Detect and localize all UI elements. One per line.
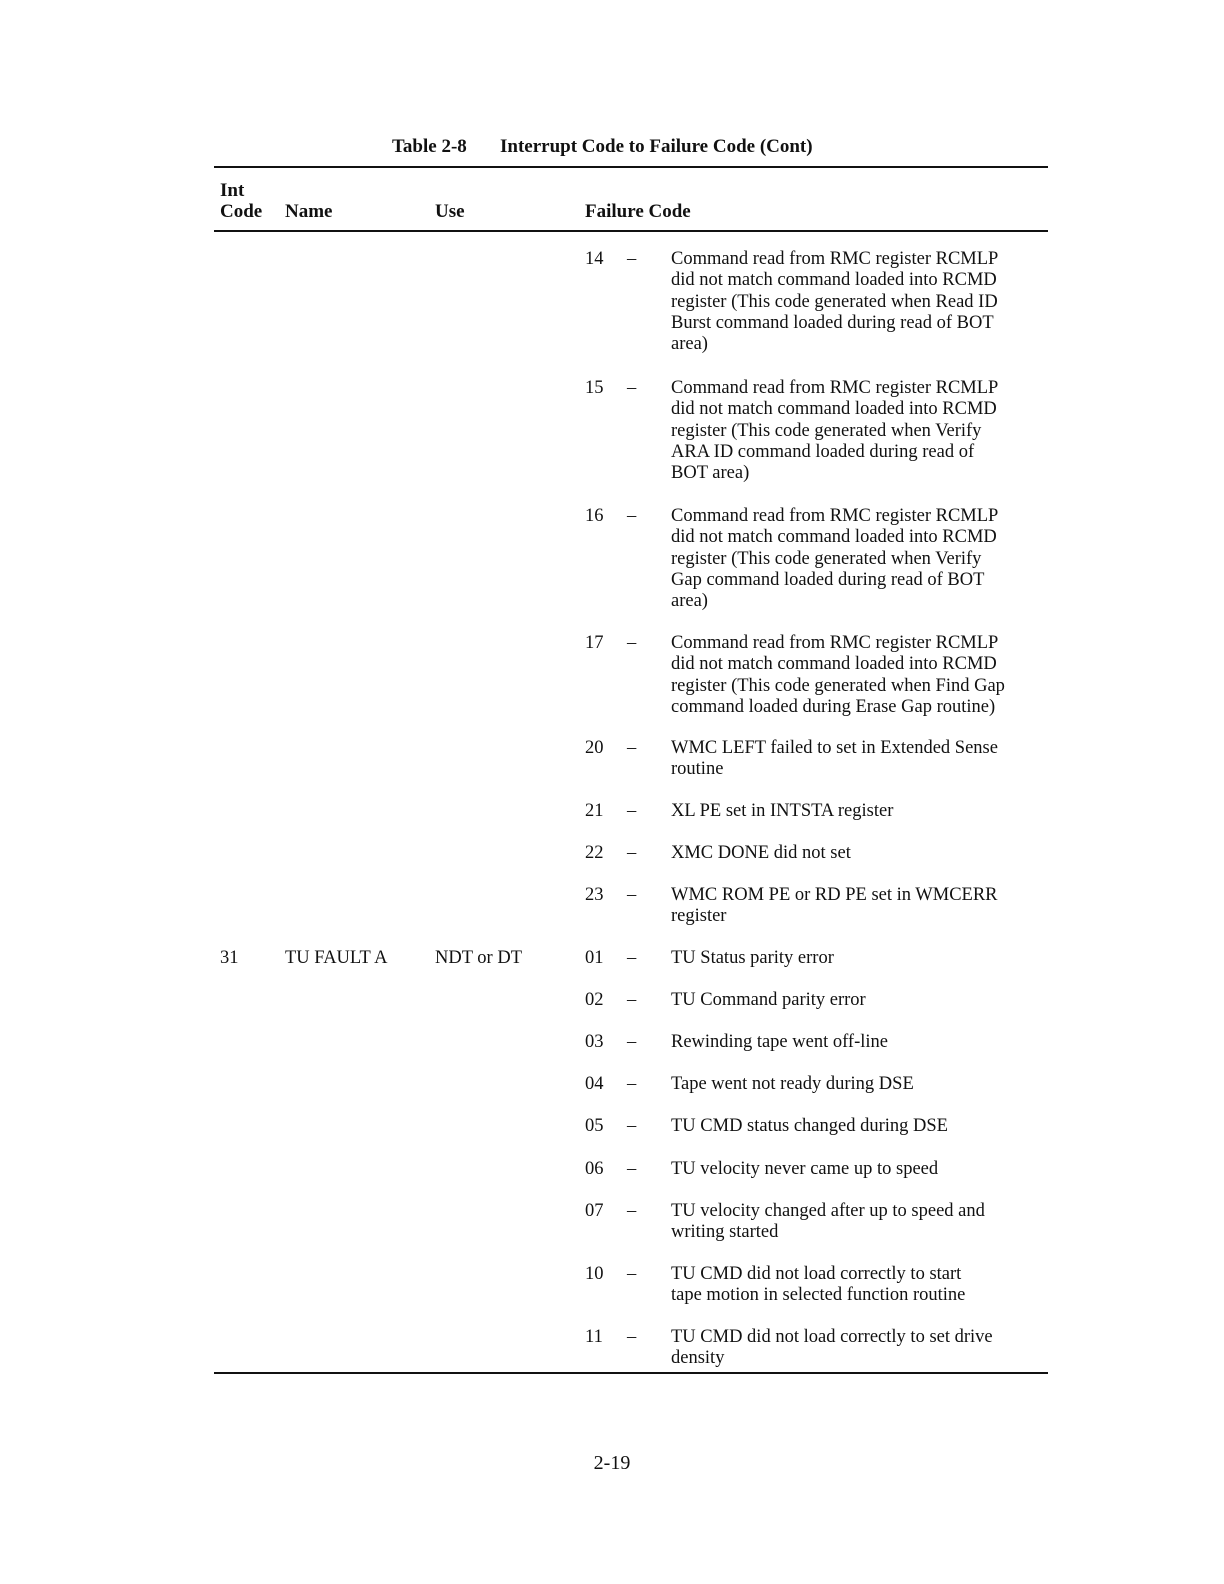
- dash: –: [627, 633, 637, 653]
- failure-description: Command read from RMC register RCMLP did not match command loaded into RCMD register (This code generated when Verify ARA ID command loaded during read of BOT area): [671, 378, 999, 484]
- failure-code: 15: [585, 378, 604, 398]
- header-int-code: Int Code: [220, 180, 263, 222]
- failure-description: WMC ROM PE or RD PE set in WMCERR register: [671, 885, 998, 927]
- failure-description: XL PE set in INTSTA register: [671, 801, 894, 821]
- failure-code: 01: [585, 948, 604, 968]
- dash: –: [627, 801, 637, 821]
- table-title: Interrupt Code to Failure Code (Cont): [500, 136, 813, 157]
- failure-code: 07: [585, 1201, 604, 1221]
- header-rule: [214, 230, 1048, 232]
- failure-code: 06: [585, 1159, 604, 1179]
- failure-description: TU CMD did not load correctly to start tape motion in selected function routine: [671, 1264, 966, 1306]
- header-name: Name: [285, 201, 333, 222]
- failure-code: 04: [585, 1074, 604, 1094]
- failure-description: Command read from RMC register RCMLP did not match command loaded into RCMD register (This code generated when Read ID Burst command loaded during read of BOT area): [671, 249, 999, 355]
- failure-code: 14: [585, 249, 604, 269]
- interrupt-name: TU FAULT A: [285, 948, 388, 968]
- failure-description: TU CMD did not load correctly to set drive density: [671, 1327, 993, 1369]
- int-code: 31: [220, 948, 239, 968]
- table-top-rule: [214, 166, 1048, 168]
- dash: –: [627, 990, 637, 1010]
- dash: –: [627, 1032, 637, 1052]
- failure-description: TU velocity changed after up to speed and writing started: [671, 1201, 985, 1243]
- failure-description: Command read from RMC register RCMLP did not match command loaded into RCMD register (This code generated when Verify Gap command loaded during read of BOT area): [671, 506, 999, 612]
- dash: –: [627, 948, 637, 968]
- failure-description: XMC DONE did not set: [671, 843, 851, 863]
- failure-code: 05: [585, 1116, 604, 1136]
- table-bottom-rule: [214, 1372, 1048, 1374]
- failure-description: Tape went not ready during DSE: [671, 1074, 914, 1094]
- table-number: Table 2-8: [392, 136, 467, 157]
- header-use: Use: [435, 201, 465, 222]
- failure-code: 16: [585, 506, 604, 526]
- dash: –: [627, 1159, 637, 1179]
- dash: –: [627, 738, 637, 758]
- failure-code: 11: [585, 1327, 603, 1347]
- failure-description: TU Command parity error: [671, 990, 866, 1010]
- failure-code: 20: [585, 738, 604, 758]
- failure-description: TU Status parity error: [671, 948, 834, 968]
- dash: –: [627, 378, 637, 398]
- dash: –: [627, 1264, 637, 1284]
- failure-description: TU velocity never came up to speed: [671, 1159, 939, 1179]
- failure-description: Command read from RMC register RCMLP did not match command loaded into RCMD register (This code generated when Find Gap command loaded during Erase Gap routine): [671, 633, 1005, 717]
- failure-code: 03: [585, 1032, 604, 1052]
- failure-code: 23: [585, 885, 604, 905]
- dash: –: [627, 506, 637, 526]
- dash: –: [627, 1116, 637, 1136]
- dash: –: [627, 1327, 637, 1347]
- failure-code: 21: [585, 801, 604, 821]
- interrupt-use: NDT or DT: [435, 948, 523, 968]
- failure-description: Rewinding tape went off-line: [671, 1032, 888, 1052]
- failure-code: 22: [585, 843, 604, 863]
- dash: –: [627, 843, 637, 863]
- dash: –: [627, 1201, 637, 1221]
- failure-code: 17: [585, 633, 604, 653]
- dash: –: [627, 1074, 637, 1094]
- dash: –: [627, 885, 637, 905]
- failure-code: 02: [585, 990, 604, 1010]
- failure-description: TU CMD status changed during DSE: [671, 1116, 948, 1136]
- page-number: 2-19: [593, 1452, 631, 1474]
- header-failure-code: Failure Code: [585, 201, 691, 222]
- failure-code: 10: [585, 1264, 604, 1284]
- failure-description: WMC LEFT failed to set in Extended Sense routine: [671, 738, 998, 780]
- dash: –: [627, 249, 637, 269]
